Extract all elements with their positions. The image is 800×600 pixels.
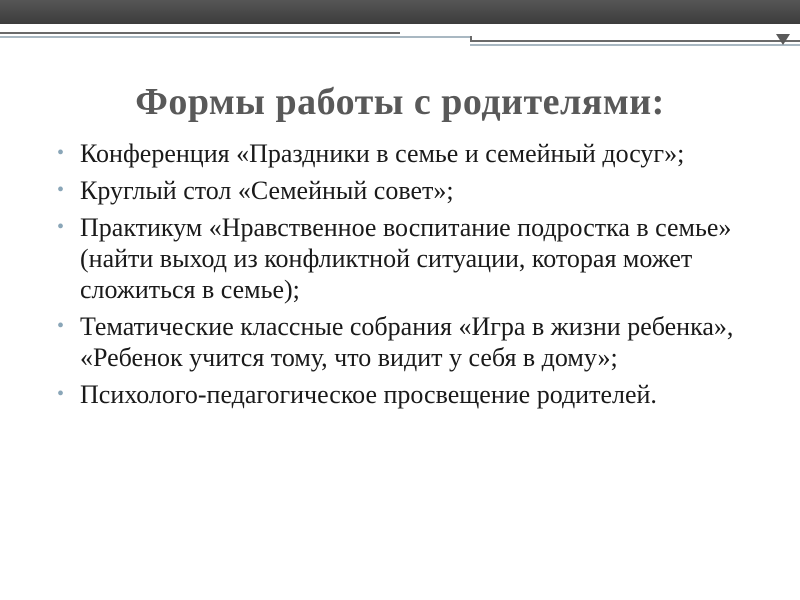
list-item [54,379,774,410]
bullet-icon: • [57,216,65,238]
list-item [54,138,774,169]
list-item [54,311,774,373]
list-item-text: Круглый стол «Семейный совет»; [80,176,454,205]
bullet-icon: • [57,383,65,405]
bullet-icon: • [57,315,65,337]
slide-title: Формы работы с родителями: [135,81,665,123]
list-item-text: Психолого-педагогическое просвещение родителей. [80,380,657,409]
list-item-text: Тематические классные собрания «Игра в жизни ребенка», «Ребенок учится тому, что видит у себя в дому»; [80,312,734,372]
bullet-icon: • [57,142,65,164]
list-item-text: Конференция «Праздники в семье и семейный досуг»; [80,139,685,168]
header-band [0,0,800,24]
list-item [54,175,774,206]
slide-marker-icon [776,34,790,45]
bullet-icon: • [57,179,65,201]
bullet-list [54,138,774,416]
header-accent-lines [0,24,800,54]
list-item-text: Практикум «Нравственное воспитание подростка в семье» (найти выход из конфликтной ситуации, которая может сложиться в семье); [80,213,732,304]
list-item [54,212,774,305]
